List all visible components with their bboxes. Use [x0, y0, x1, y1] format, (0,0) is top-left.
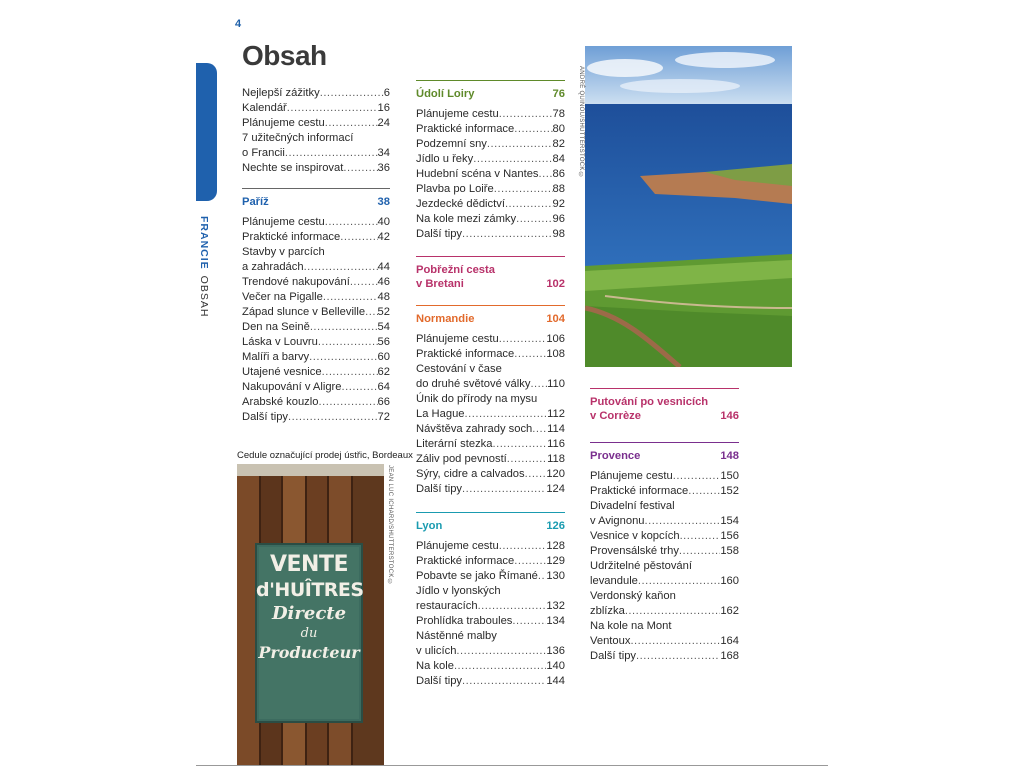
toc-section-lyon: [416, 512, 565, 689]
toc-section-loire: [416, 80, 565, 242]
toc-entry-line: Divadelní festival: [590, 500, 675, 512]
leader-dots: [499, 107, 553, 122]
photo-caption: Cedule označující prodej ústřic, Bordeaux: [237, 450, 413, 461]
section-heading[interactable]: [416, 87, 565, 101]
section-page: 102: [546, 278, 565, 290]
toc-entry-page: 130: [546, 570, 565, 582]
side-section: OBSAH: [198, 275, 210, 318]
toc-entry[interactable]: [416, 122, 565, 137]
toc-entry-page: 46: [377, 276, 390, 288]
toc-entry-title: Hudební scéna v Nantes: [416, 168, 539, 180]
toc-entry[interactable]: [416, 644, 565, 659]
toc-entry-title: Plánujeme cestu: [416, 108, 499, 120]
leader-dots: [530, 377, 547, 392]
toc-entry-title: Pobavte se jako Římané: [416, 570, 538, 582]
toc-entry-page: 132: [546, 600, 565, 612]
toc-entry-page: 160: [720, 575, 739, 587]
toc-entry[interactable]: [416, 227, 565, 242]
leader-dots: [680, 529, 721, 544]
leader-dots: [538, 569, 546, 584]
toc-entry-title: Večer na Pigalle: [242, 291, 323, 303]
leader-dots: [320, 86, 384, 101]
toc-entry-title: La Hague: [416, 408, 465, 420]
side-running-head: [198, 216, 210, 317]
toc-entry[interactable]: [416, 467, 565, 482]
leader-dots: [630, 634, 720, 649]
toc-entry[interactable]: [416, 437, 565, 452]
toc-entry[interactable]: [242, 305, 390, 320]
toc-entry-title: Plavba po Loiře: [416, 183, 494, 195]
leader-dots: [688, 484, 720, 499]
toc-entry-title: Další tipy: [416, 483, 463, 495]
toc-entry[interactable]: [416, 569, 565, 584]
toc-entry[interactable]: [242, 215, 390, 230]
toc-entry[interactable]: [242, 320, 390, 335]
toc-entry[interactable]: [416, 377, 565, 392]
section-heading[interactable]: [416, 263, 565, 291]
leader-dots: [340, 230, 377, 245]
toc-entry[interactable]: [242, 410, 390, 425]
toc-entry-title: Prohlídka traboules: [416, 615, 513, 627]
toc-entry[interactable]: [242, 86, 390, 101]
toc-entry[interactable]: [590, 529, 739, 544]
toc-entry-page: 114: [547, 423, 565, 435]
toc-entry-title: Vesnice v kopcích: [590, 530, 680, 542]
page-number: 4: [235, 18, 242, 30]
toc-entry[interactable]: [590, 544, 739, 559]
leader-dots: [539, 167, 553, 182]
toc-entry-page: 116: [547, 438, 565, 450]
section-heading[interactable]: [590, 395, 739, 423]
toc-column-2: [416, 80, 565, 689]
toc-entry-page: 6: [383, 87, 390, 99]
toc-entry-title: v ulicích: [416, 645, 457, 657]
toc-entry-page: 48: [377, 291, 390, 303]
toc-entry-page: 140: [546, 660, 565, 672]
leader-dots: [310, 320, 378, 335]
toc-entry-page: 56: [377, 336, 390, 348]
section-heading[interactable]: [416, 312, 565, 326]
section-heading[interactable]: [590, 449, 739, 463]
toc-entry[interactable]: [242, 116, 390, 131]
sign-line-5: Producteur: [258, 643, 360, 662]
leader-dots: [304, 260, 378, 275]
leader-dots: [465, 407, 548, 422]
section-name: Pobřežní cesta v Bretani: [416, 264, 495, 290]
toc-entry-title: a zahradách: [242, 261, 304, 273]
section-name: Normandie: [416, 313, 475, 325]
toc-entry-page: 124: [546, 483, 565, 495]
section-name: Paříž: [242, 196, 269, 208]
toc-entry[interactable]: [416, 347, 565, 362]
toc-entry[interactable]: [242, 395, 390, 410]
leader-dots: [309, 350, 377, 365]
toc-entry-page: 36: [377, 162, 390, 174]
leader-dots: [492, 437, 547, 452]
leader-dots: [514, 347, 546, 362]
toc-entry[interactable]: [416, 614, 565, 629]
toc-entry-page: 66: [377, 396, 390, 408]
leader-dots: [505, 197, 553, 212]
toc-entry-title: Sýry, cidre a calvados: [416, 468, 525, 480]
toc-list: [416, 539, 565, 689]
toc-entry-line: 7 užitečných informací: [242, 132, 354, 144]
toc-entry-line: Udržitelné pěstování: [590, 560, 692, 572]
toc-entry-title: Podzemní sny: [416, 138, 487, 150]
coast-photo: [585, 46, 792, 367]
photo-credit-coast: ANDRÉ QUINOU/SHUTTERSTOCK ©: [578, 66, 584, 179]
toc-entry-page: 24: [377, 117, 390, 129]
leader-dots: [343, 161, 377, 176]
toc-entry[interactable]: [416, 197, 565, 212]
toc-entry[interactable]: [416, 212, 565, 227]
toc-entry[interactable]: [590, 604, 739, 619]
section-page: 104: [546, 313, 565, 325]
toc-entry-title: Literární stezka: [416, 438, 493, 450]
toc-entry-page: 152: [720, 485, 739, 497]
toc-entry-title: Plánujeme cestu: [242, 216, 325, 228]
toc-entry-page: 96: [552, 213, 565, 225]
toc-entry-page: 34: [377, 147, 390, 159]
leader-dots: [462, 674, 546, 689]
leader-dots: [318, 335, 378, 350]
section-name: Lyon: [416, 520, 443, 532]
leader-dots: [499, 332, 547, 347]
toc-entry[interactable]: [590, 574, 739, 589]
toc-entry-page: 106: [546, 333, 565, 345]
leader-dots: [514, 122, 552, 137]
sign-line-4: du: [300, 626, 318, 641]
toc-entry-page: 112: [547, 408, 565, 420]
toc-entry-title: Na kole mezi zámky: [416, 213, 517, 225]
toc-entry-page: 16: [377, 102, 390, 114]
section-heading[interactable]: [242, 195, 390, 209]
toc-entry-page: 150: [720, 470, 739, 482]
toc-entry[interactable]: [242, 230, 390, 245]
toc-entry-title: v Avignonu: [590, 515, 645, 527]
toc-entry-title: Plánujeme cestu: [416, 540, 499, 552]
toc-entry-title: do druhé světové války: [416, 378, 531, 390]
toc-section-bretani: [416, 256, 565, 291]
toc-entry[interactable]: [242, 290, 390, 305]
toc-entry-title: Nejlepší zážitky: [242, 87, 320, 99]
bottom-rule: [196, 765, 828, 766]
toc-entry-title: Praktické informace: [416, 348, 515, 360]
toc-entry[interactable]: [590, 484, 739, 499]
leader-dots: [287, 101, 378, 116]
toc-entry-title: Jídlo u řeky: [416, 153, 474, 165]
toc-entry-page: 154: [720, 515, 739, 527]
toc-entry-page: 78: [552, 108, 565, 120]
leader-dots: [507, 452, 547, 467]
toc-list: [416, 107, 565, 242]
toc-entry-page: 108: [546, 348, 565, 360]
toc-entry[interactable]: [242, 275, 390, 290]
toc-list: [590, 469, 739, 664]
sign-line-2: d'HUÎTRES: [256, 579, 364, 601]
leader-dots: [456, 644, 546, 659]
toc-entry-title: Láska v Louvru: [242, 336, 318, 348]
toc-entry-page: 54: [377, 321, 390, 333]
toc-entry-title: zblízka: [590, 605, 625, 617]
toc-entry-title: Den na Seině: [242, 321, 310, 333]
toc-entry[interactable]: [242, 380, 390, 395]
toc-entry-line: Jídlo v lyonských: [416, 585, 501, 597]
toc-entry-title: Návštěva zahrady soch: [416, 423, 533, 435]
toc-entry-title: Praktické informace: [242, 231, 341, 243]
toc-entry-page: 118: [547, 453, 565, 465]
toc-entry-page: 168: [720, 650, 739, 662]
leader-dots: [494, 182, 553, 197]
toc-entry-title: Praktické informace: [416, 123, 515, 135]
coast-illustration: [585, 46, 792, 367]
leader-dots: [638, 574, 720, 589]
toc-entry-title: Praktické informace: [590, 485, 689, 497]
section-page: 148: [720, 450, 739, 462]
section-page: 146: [720, 410, 739, 422]
toc-entry-title: Další tipy: [590, 650, 637, 662]
toc-entry[interactable]: [416, 167, 565, 182]
toc-entry[interactable]: [416, 407, 565, 422]
toc-entry-page: 64: [377, 381, 390, 393]
toc-entry[interactable]: [590, 469, 739, 484]
toc-entry[interactable]: [416, 482, 565, 497]
leader-dots: [473, 152, 552, 167]
toc-entry-page: 129: [546, 555, 565, 567]
photo-credit-sign: JEAN LUC ICHARD/SHUTTERSTOCK ©: [387, 465, 393, 586]
toc-section-correze: [590, 388, 739, 423]
toc-entry-page: 72: [377, 411, 390, 423]
toc-entry-page: 42: [377, 231, 390, 243]
toc-section-provence: [590, 442, 739, 664]
toc-entry[interactable]: [416, 452, 565, 467]
toc-entry-page: 110: [547, 378, 565, 390]
toc-entry-title: Ventoux: [590, 635, 631, 647]
leader-dots: [454, 659, 546, 674]
leader-dots: [462, 227, 553, 242]
toc-section-normandie: [416, 305, 565, 497]
toc-entry-page: 84: [552, 153, 565, 165]
toc-entry[interactable]: [416, 659, 565, 674]
toc-entry-title: Kalendář: [242, 102, 287, 114]
leader-dots: [462, 482, 546, 497]
toc-section-paris: [242, 188, 390, 425]
toc-entry-title: Nakupování v Aligre: [242, 381, 342, 393]
toc-entry-page: 60: [377, 351, 390, 363]
page-title: Obsah: [242, 40, 327, 71]
section-name: Provence: [590, 450, 641, 462]
leader-dots: [323, 290, 378, 305]
leader-dots: [625, 604, 721, 619]
toc-entry-page: 136: [546, 645, 565, 657]
section-page: 76: [552, 88, 565, 100]
section-name: Putování po vesnicích v Corrèze: [590, 396, 709, 422]
section-page: 38: [377, 196, 390, 208]
toc-entry-page: 88: [552, 183, 565, 195]
toc-entry-title: restauracích: [416, 600, 478, 612]
toc-entry-title: Praktické informace: [416, 555, 515, 567]
leader-dots: [499, 539, 547, 554]
toc-entry-page: 120: [546, 468, 565, 480]
leader-dots: [532, 422, 547, 437]
toc-entry[interactable]: [590, 634, 739, 649]
toc-entry-page: 80: [552, 123, 565, 135]
toc-entry-title: Další tipy: [416, 228, 463, 240]
leader-dots: [478, 599, 547, 614]
section-name: Údolí Loiry: [416, 88, 475, 100]
toc-entry[interactable]: [416, 107, 565, 122]
oyster-sign-photo: [237, 464, 384, 766]
toc-entry-page: 44: [377, 261, 390, 273]
toc-entry-page: 158: [720, 545, 739, 557]
leader-dots: [636, 649, 720, 664]
leader-dots: [325, 215, 378, 230]
leader-dots: [673, 469, 721, 484]
toc-entry-page: 98: [552, 228, 565, 240]
toc-entry-title: Další tipy: [242, 411, 289, 423]
toc-entry[interactable]: [242, 146, 390, 161]
toc-entry[interactable]: [416, 152, 565, 167]
toc-entry[interactable]: [416, 332, 565, 347]
leader-dots: [516, 212, 552, 227]
toc-entry-page: 134: [546, 615, 565, 627]
toc-entry[interactable]: [416, 182, 565, 197]
toc-column-3: [590, 388, 739, 664]
toc-entry-title: Arabské kouzlo: [242, 396, 319, 408]
section-heading[interactable]: [416, 519, 565, 533]
toc-entry[interactable]: [242, 260, 390, 275]
toc-entry-title: o Francii: [242, 147, 285, 159]
leader-dots: [512, 614, 546, 629]
toc-entry-title: Západ slunce v Belleville: [242, 306, 366, 318]
toc-entry-page: 128: [546, 540, 565, 552]
toc-entry[interactable]: [416, 554, 565, 569]
toc-entry-page: 92: [552, 198, 565, 210]
toc-entry[interactable]: [242, 350, 390, 365]
toc-entry[interactable]: [416, 599, 565, 614]
toc-entry-line: Únik do přírody na mysu: [416, 393, 538, 405]
toc-entry-title: Plánujeme cestu: [590, 470, 673, 482]
toc-entry[interactable]: [242, 161, 390, 176]
toc-entry-title: levandule: [590, 575, 638, 587]
toc-entry-title: Utajené vesnice: [242, 366, 322, 378]
toc-entry[interactable]: [416, 137, 565, 152]
sign-line-1: VENTE: [269, 552, 348, 577]
leader-dots: [514, 554, 546, 569]
leader-dots: [285, 146, 378, 161]
leader-dots: [679, 544, 720, 559]
toc-entry-title: Trendové nakupování: [242, 276, 350, 288]
toc-entry-line: Stavby v parcích: [242, 246, 325, 258]
toc-entry-page: 164: [720, 635, 739, 647]
toc-entry-title: Malíři a barvy: [242, 351, 310, 363]
toc-entry-page: 82: [552, 138, 565, 150]
leader-dots: [645, 514, 721, 529]
toc-entry-line: Verdonský kaňon: [590, 590, 676, 602]
toc-entry-line: Na kole na Mont: [590, 620, 672, 632]
toc-entry-title: Záliv pod pevností: [416, 453, 507, 465]
toc-entry[interactable]: [590, 649, 739, 664]
toc-entry[interactable]: [416, 539, 565, 554]
toc-entry-title: Na kole: [416, 660, 454, 672]
toc-intro-list: [242, 86, 390, 176]
leader-dots: [525, 467, 547, 482]
leader-dots: [322, 365, 378, 380]
toc-entry[interactable]: [242, 335, 390, 350]
leader-dots: [288, 410, 378, 425]
toc-entry-line: Cestování v čase: [416, 363, 502, 375]
leader-dots: [365, 305, 377, 320]
section-page: 126: [546, 520, 565, 532]
toc-entry-title: Plánujeme cestu: [416, 333, 499, 345]
sign-lettering: [256, 552, 362, 664]
toc-list: [416, 332, 565, 497]
toc-entry-title: Další tipy: [416, 675, 463, 687]
toc-column-1: [242, 86, 390, 425]
toc-entry[interactable]: [242, 365, 390, 380]
leader-dots: [487, 137, 553, 152]
toc-entry-title: Plánujeme cestu: [242, 117, 325, 129]
leader-dots: [319, 395, 378, 410]
toc-entry[interactable]: [242, 101, 390, 116]
toc-entry-page: 52: [377, 306, 390, 318]
toc-entry[interactable]: [416, 674, 565, 689]
toc-entry-page: 40: [377, 216, 390, 228]
toc-list: [242, 215, 390, 425]
side-country: FRANCIE: [198, 216, 210, 270]
chapter-tab: [196, 63, 217, 201]
leader-dots: [342, 380, 378, 395]
leader-dots: [325, 116, 378, 131]
toc-entry-page: 86: [552, 168, 565, 180]
sign-line-3: Directe: [271, 603, 347, 624]
toc-entry-title: Jezdecké dědictví: [416, 198, 505, 210]
toc-entry-title: Provensálské trhy: [590, 545, 679, 557]
toc-entry-page: 144: [546, 675, 565, 687]
toc-entry-line: Nástěnné malby: [416, 630, 497, 642]
toc-entry[interactable]: [416, 422, 565, 437]
toc-entry-page: 156: [720, 530, 739, 542]
toc-entry-page: 162: [720, 605, 739, 617]
toc-entry[interactable]: [590, 514, 739, 529]
toc-entry-page: 62: [377, 366, 390, 378]
leader-dots: [350, 275, 378, 290]
toc-entry-title: Nechte se inspirovat: [242, 162, 344, 174]
